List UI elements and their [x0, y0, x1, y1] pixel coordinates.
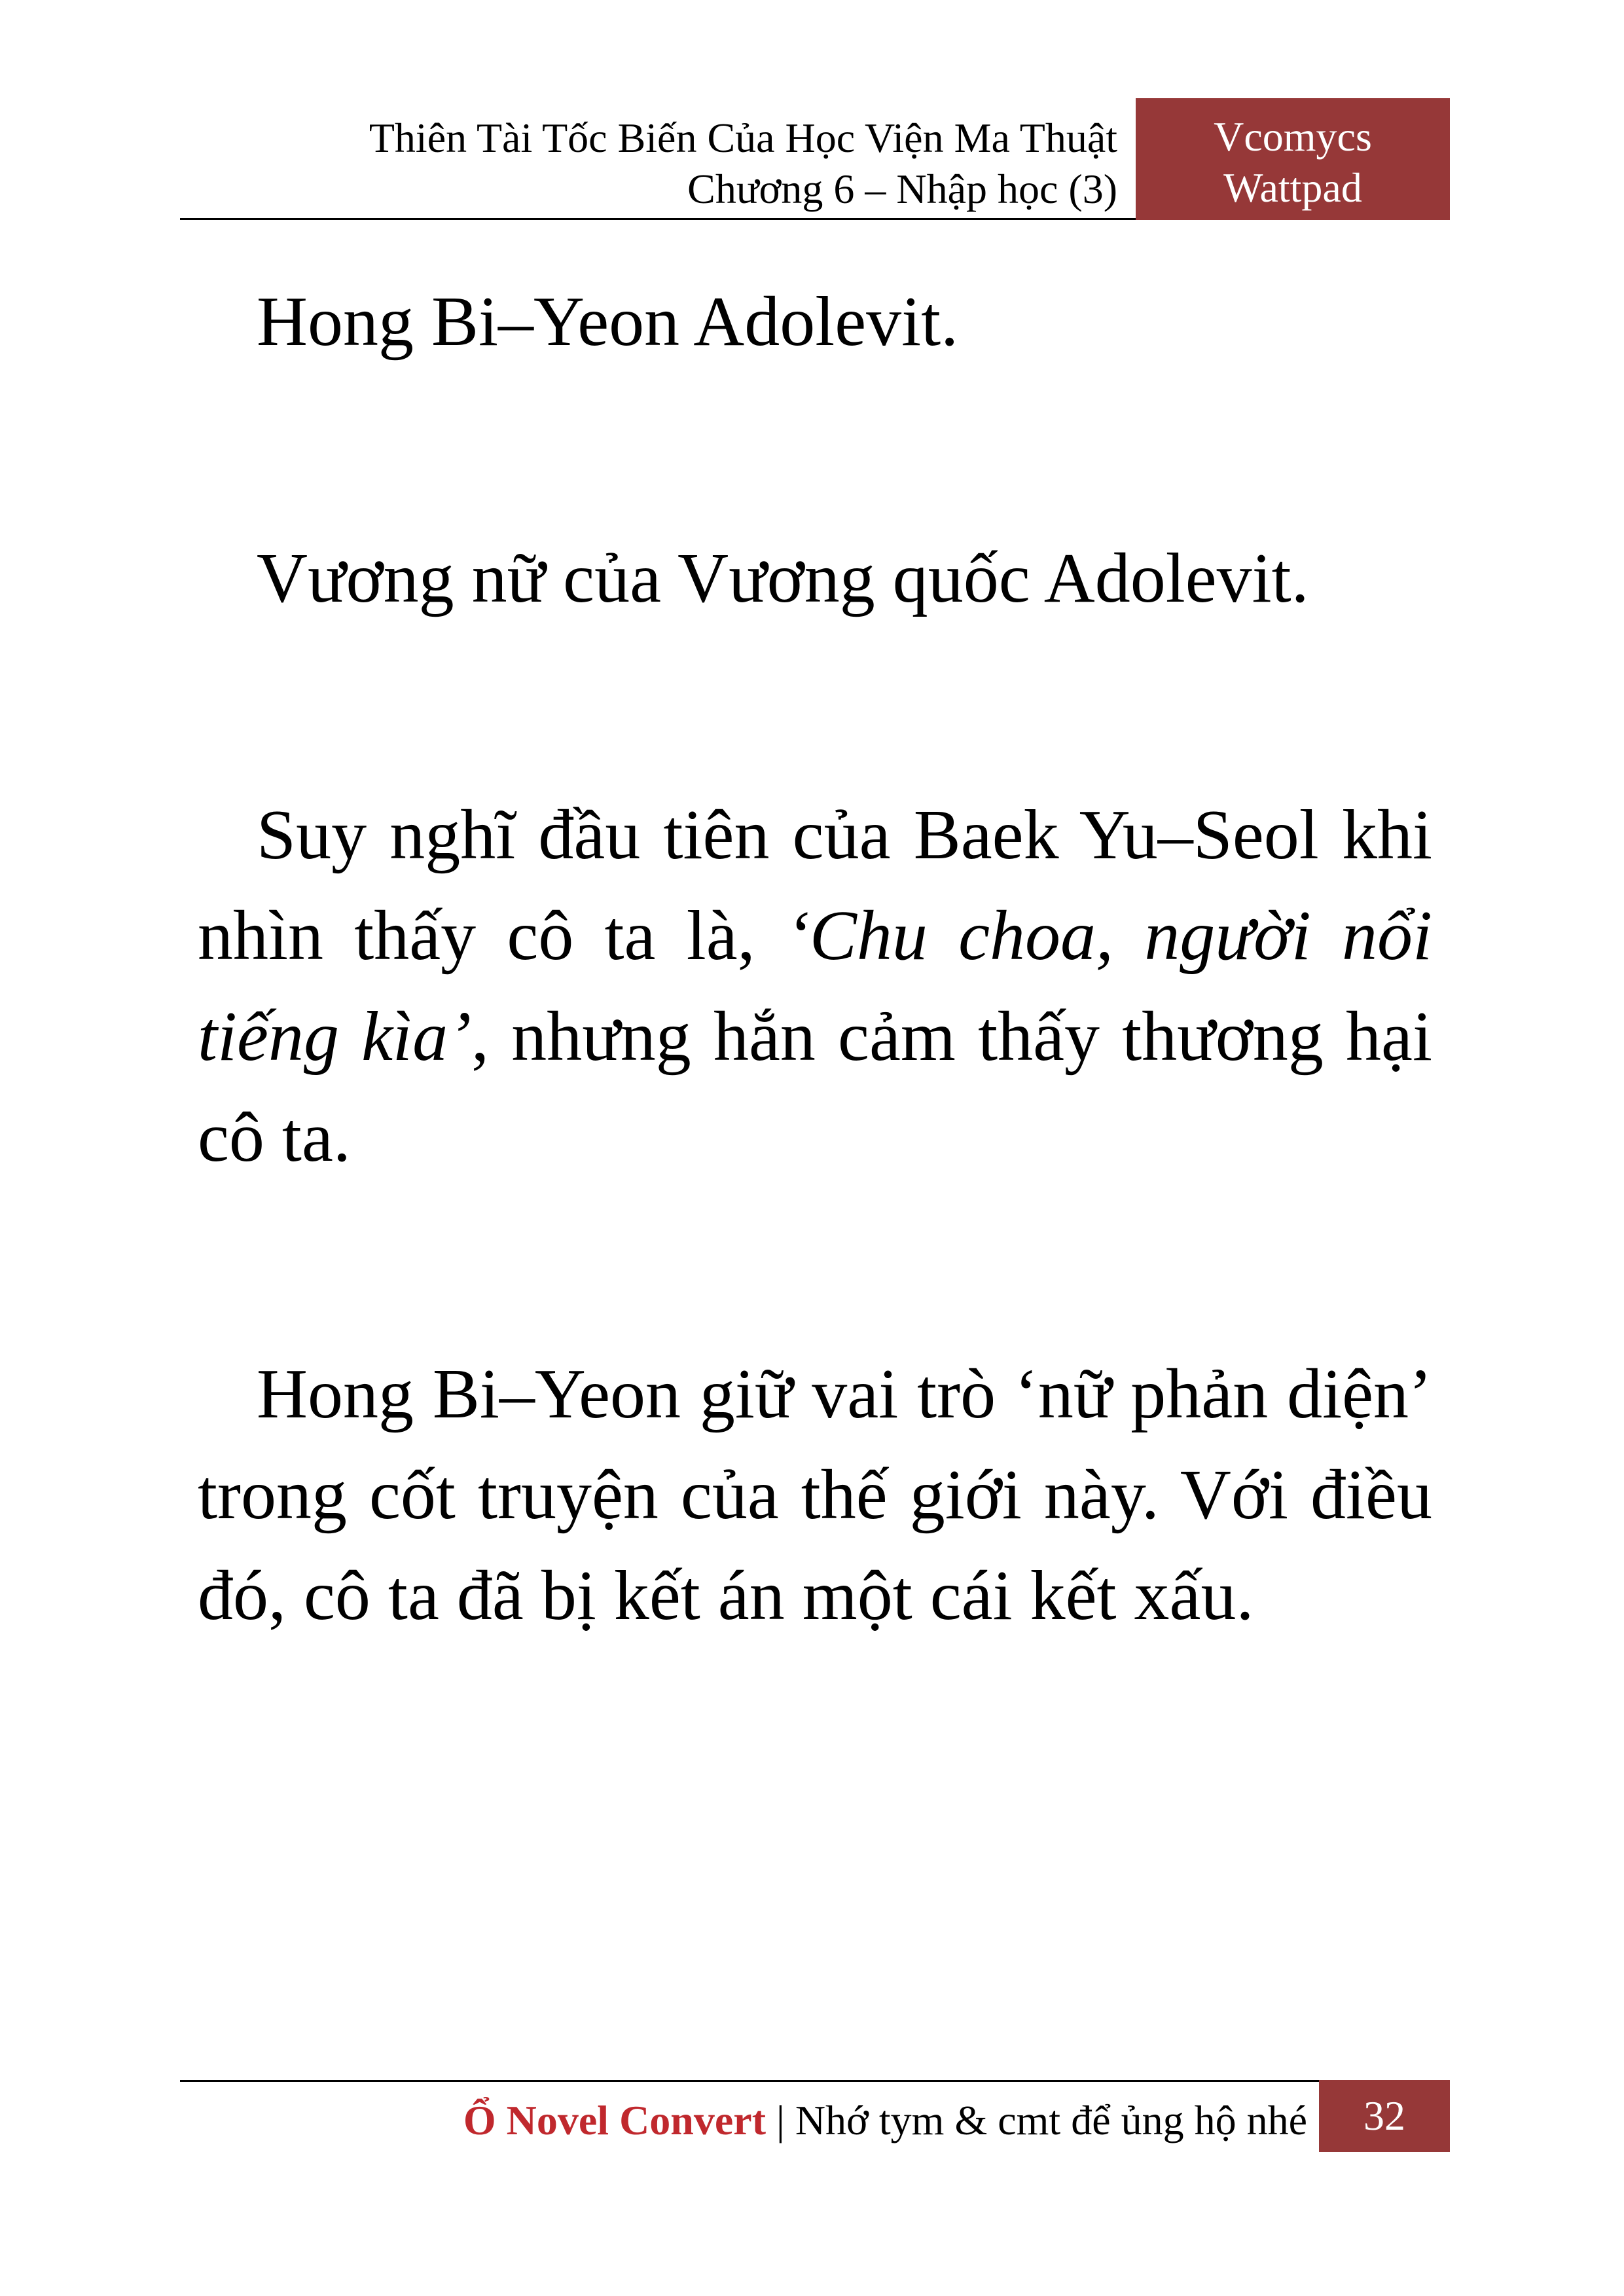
chapter-title: Chương 6 – Nhập học (3) — [687, 166, 1117, 212]
header-titles — [180, 113, 1117, 215]
chapter-body — [198, 272, 1432, 1647]
footer-brand: Ổ Novel Convert — [463, 2097, 766, 2143]
badge-line-vcomycs: Vcomycs — [1214, 113, 1372, 160]
page-number: 32 — [1319, 2080, 1450, 2152]
header-divider — [180, 218, 1136, 220]
paragraph-2: Vương nữ của Vương quốc Adolevit. — [257, 539, 1309, 617]
footer-divider — [180, 2080, 1319, 2082]
book-title: Thiên Tài Tốc Biến Của Học Viện Ma Thuật — [369, 115, 1117, 161]
page-header — [180, 98, 1450, 219]
paragraph-3 — [198, 785, 1432, 1188]
paragraph-1: Hong Bi–Yeon Adolevit. — [257, 283, 959, 361]
badge-line-wattpad: Wattpad — [1223, 164, 1362, 211]
page-footer — [180, 2092, 1307, 2149]
paragraph-3-start: Suy nghĩ đầu tiên của Baek Yu–Seol khi nhìn thấy cô ta là, — [198, 796, 1432, 975]
paragraph-3-italic-quote: ‘Chu choa, người nổi tiếng kìa’ — [198, 897, 1432, 1076]
paragraph-3-end: , nhưng hắn cảm thấy thương hại cô ta. — [198, 998, 1433, 1176]
source-badge — [1136, 98, 1450, 220]
footer-message: Nhớ tym & cmt để ủng hộ nhé — [795, 2097, 1307, 2143]
paragraph-4: Hong Bi–Yeon giữ vai trò ‘nữ phản diện’ trong cốt truyện của thế giới này. Với điều đó, cô ta đã bị kết án một cái kết xấu. — [198, 1355, 1432, 1635]
footer-separator: | — [766, 2097, 795, 2143]
